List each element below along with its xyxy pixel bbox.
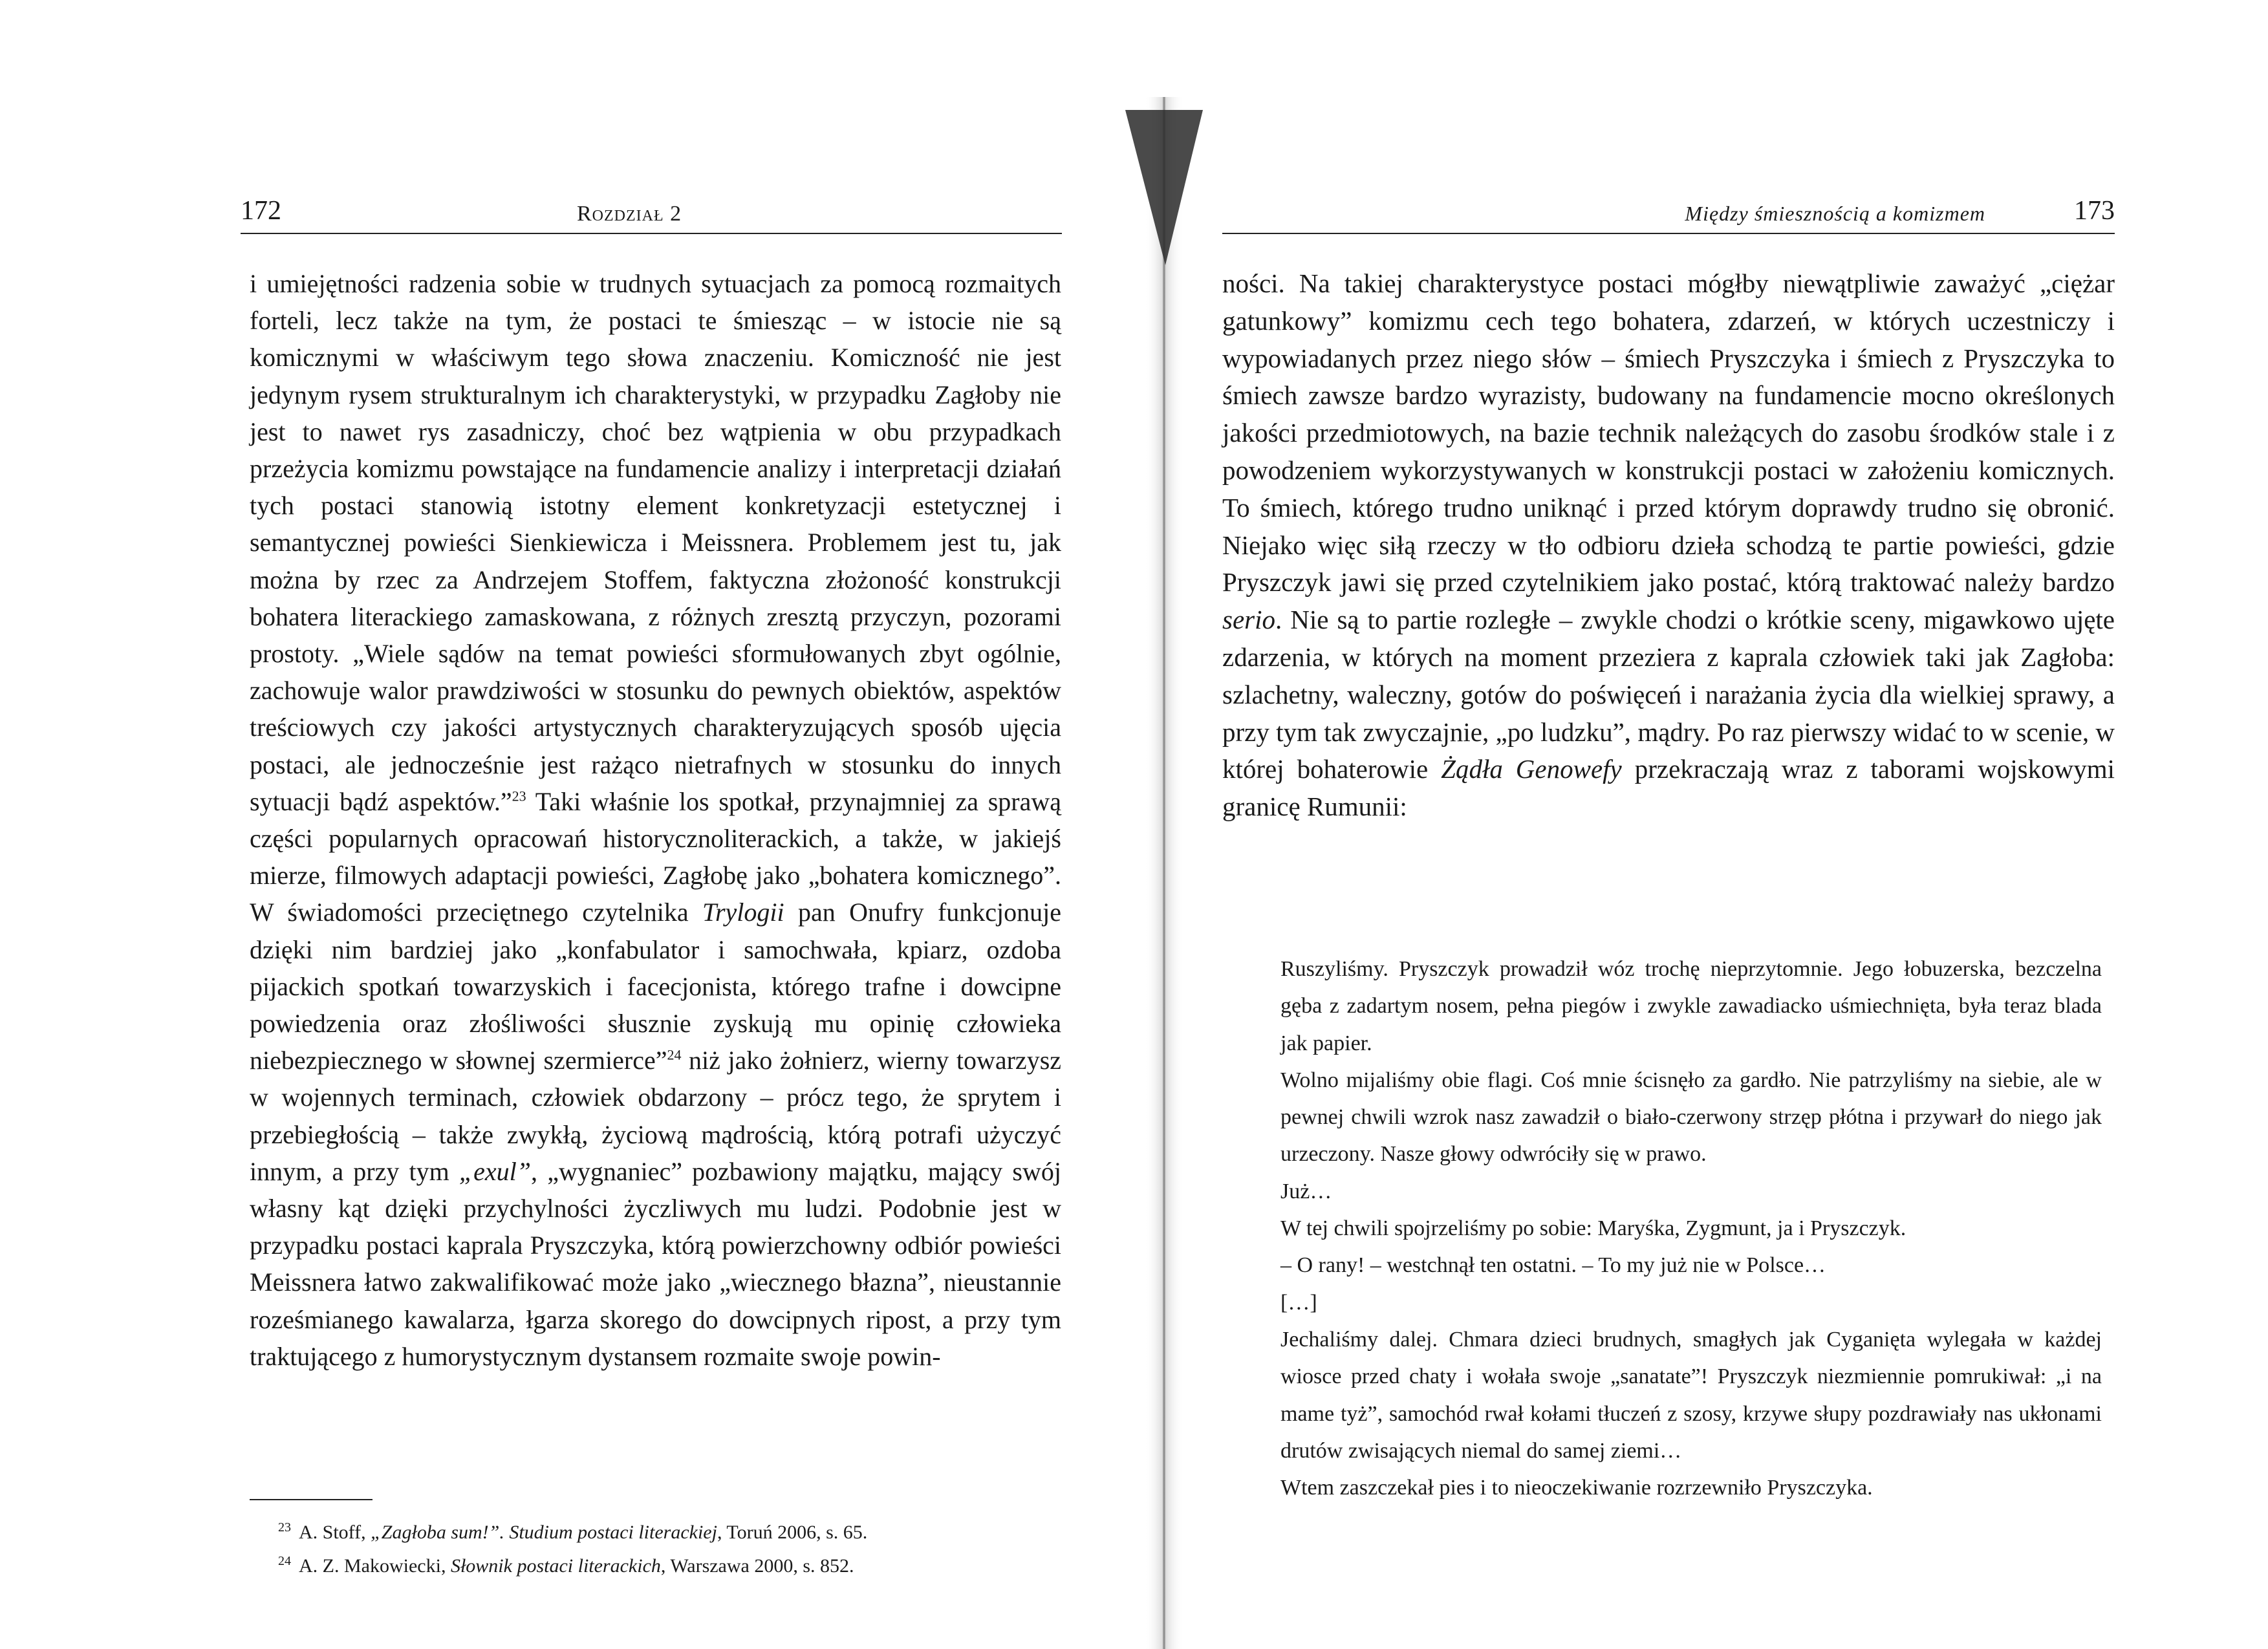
- block-quote: [1280, 951, 2102, 1506]
- right-body-text: [1222, 265, 2115, 826]
- right-page: [1158, 0, 2268, 1649]
- footnote-rule: [250, 1499, 373, 1500]
- quote-line: Już…: [1280, 1179, 1332, 1203]
- running-head-left: Rozdział 2: [577, 202, 682, 226]
- quote-line: Ruszyliśmy. Pryszczyk prowadził wóz trochę nieprzytomnie. Jego łobuzerska, bezczelna gęba z zadartym nosem, pełna piegów i zwykle zawadiacko uśmiechnięta, była teraz blada jak papier.: [1280, 957, 2102, 1055]
- left-body-text: [250, 265, 1061, 1375]
- paragraph: ności. Na takiej charakterystyce postaci mógłby niewątpliwie zaważyć „ciężar gatunkowy” komizmu cech tego bohatera, zdarzeń, w których uczestniczy i wypowiadanych przez niego słów – śmiech Pryszczyka i śmiech z Pryszczyka to śmiech zawsze bardzo wyrazisty, budowany na fundamencie mocno określonych jakości przedmiotowych, na bazie technik należących do zasobu środków stale i z powodzeniem wykorzystywanych w konstrukcji postaci w założeniu komicznych. To śmiech, którego trudno uniknąć i przed którym doprawdy trudno się obronić. Niejako więc siłą rzeczy w tło odbioru dzieła schodzą te partie powieści, gdzie Pryszczyk jawi się przed czytelnikiem jako postać, którą traktować należy bardzo serio. Nie są to partie rozległe – zwykle chodzi o krótkie sceny, migawkowo ujęte zdarzenia, w których na moment przeziera z kaprala człowiek taki jak Zagłoba: szlachetny, waleczny, gotów do poświęceń i narażania życia dla wielkiej sprawy, a przy tym tak zwyczajnie, „po ludzku”, mądry. Po raz pierwszy widać to w scenie, w której bohaterowie Żądła Genowefy przekraczają wraz z taborami wojskowymi granicę Rumunii:: [1222, 268, 2115, 822]
- footnote-ref: 23: [512, 788, 526, 804]
- footnote-23: $^{23}$ A. Stoff, „Zagłoba sum!”. Studium postaci literackiej, Toruń 2006, s. 65.: [278, 1520, 868, 1543]
- quote-line: W tej chwili spojrzeliśmy po sobie: Maryśka, Zygmunt, ja i Pryszczyk.: [1280, 1216, 1906, 1241]
- right-page-header: [1222, 194, 2115, 234]
- left-page-header: [241, 194, 1062, 234]
- paragraph: i umiejętności radzenia sobie w trudnych sytuacjach za pomocą rozmaitych forteli, lecz także na tym, że postaci te śmiesząc – w istocie nie są komicznymi w właściwym tego słowa znaczeniu. Komiczność nie jest jedynym rysem strukturalnym ich charakterystyki, w przypadku Zagłoby nie jest to nawet rys zasadniczy, choć bez wątpienia w obu przypadkach przeżycia komizmu powstające na fundamencie analizy i interpretacji działań tych postaci stanowią istotny element konkretyzacji estetycznej i semantycznej powieści Sienkiewicza i Meissnera. Problemem jest tu, jak można by rzec za Andrzejem Stoffem, faktyczna złożoność konstrukcji bohatera literackiego zamaskowana, z różnych zresztą przyczyn, pozorami prostoty. „Wiele sądów na temat powieści sformułowanych zbyt ogólnie, zachowuje walor prawdziwości w stosunku do pewnych obiektów, aspektów treściowych czy jakości artystycznych charakteryzujących sposób ujęcia postaci, ale jednocześnie jest rażąco nietrafnych w stosunku do innych sytuacji bądź aspektów.”$^{23}$ Taki właśnie los spotkał, przynajmniej za sprawą części popularnych opracowań historycznoliterackich, a także, w jakiejś mierze, filmowych adaptacji powieści, Zagłobę jako „bohatera komicznego”. W świadomości przeciętnego czytelnika Trylogii pan Onufry funkcjonuje dzięki nim bardziej jako „konfabulator i samochwała, kpiarz, ozdoba pijackich spotkań towarzyskich i facecjonista, którego trafne i dowcipne powiedzenia oraz złośliwości słusznie zyskują mu opinię człowieka niebezpiecznego w słownej szermierce”$^{24}$ niż jako żołnierz, wierny towarzysz w wojennych terminach, człowiek obdarzony – prócz tego, że sprytem i przebiegłością – także zwykłą, życiową mądrością, którą potrafi użyczyć innym, a przy tym „exul”, „wygnaniec” pozbawiony majątku, mający swój własny kąt dzięki przychylności życzliwych mu ludzi. Podobnie jest w przypadku postaci kaprala Pryszczyka, którą powierzchowny odbiór powieści Meissnera łatwo zakwalifikować może jako „wiecznego błazna”, nieustannie roześmianego kawalarza, łgarza skorego do dowcipnych ripost, a przy tym traktującego z humorystycznym dystansem rozmaite swoje powin-: [250, 269, 1062, 1371]
- quote-line: – O rany! – westchnął ten ostatni. – To my już nie w Polsce…: [1280, 1253, 1826, 1278]
- quote-line: Wtem zaszczekał pies i to nieoczekiwanie rozrzewniło Pryszczyka.: [1280, 1476, 1873, 1500]
- page-number-right: 173: [2074, 196, 2115, 226]
- quote-line: Wolno mijaliśmy obie flagi. Coś mnie ścisnęło za gardło. Nie patrzyliśmy na siebie, ale w pewnej chwili wzrok nasz zawadził o biało-czerwony strzęp płótna i przywarł do niego jak urzeczony. Nasze głowy odwróciły się w prawo.: [1280, 1068, 2102, 1167]
- quote-line: […]: [1280, 1290, 1317, 1315]
- footnotes: [278, 1513, 1054, 1580]
- footnote-24: $^{24}$ A. Z. Makowiecki, Słownik postaci literackich, Warszawa 2000, s. 852.: [278, 1554, 854, 1577]
- page-number-left: 172: [241, 196, 281, 226]
- running-head-right: Między śmiesznością a komizmem: [1685, 202, 1985, 225]
- footnote-ref: 24: [667, 1046, 682, 1063]
- quote-line: Jechaliśmy dalej. Chmara dzieci brudnych, smagłych jak Cyganięta wylegała w każdej wiosce przed chaty i wołała swoje „sanatate”! Pryszczyk niezmiennie pomrukiwał: „i na mame tyż”, samochód rwał kołami tłuczeń z szosy, krzywe słupy pozdrawiały nas ukłonami drutów zwisających niemal do samej ziemi…: [1280, 1327, 2102, 1463]
